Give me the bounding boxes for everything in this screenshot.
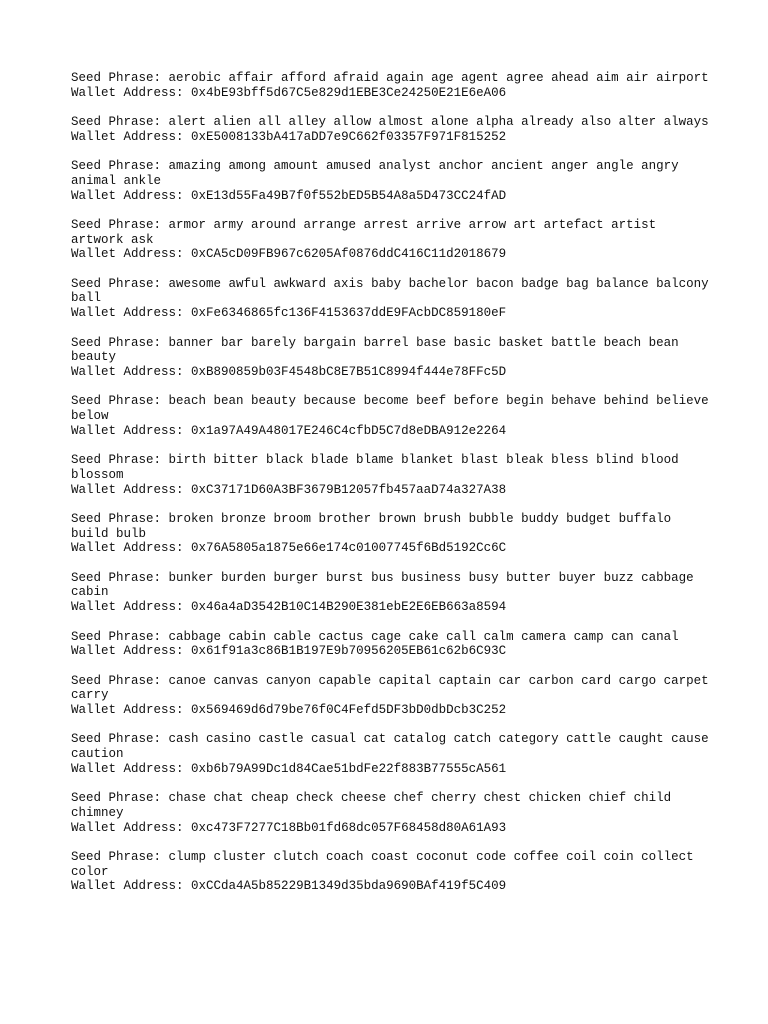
seed-phrase-label: Seed Phrase: [71, 217, 162, 232]
seed-phrase-label: Seed Phrase: [71, 115, 162, 130]
seed-wallet-entry [71, 630, 711, 659]
seed-phrase-value: aerobic affair afford afraid again age agent agree ahead aim air airport [168, 71, 709, 85]
wallet-address-value: 0x1a97A49A48017E246C4cfbD5C7d8eDBA912e2264 [191, 423, 507, 438]
seed-phrase-value: cabbage cabin cable cactus cage cake call calm camera camp can canal [168, 629, 679, 644]
seed-phrase-line [71, 394, 717, 424]
wallet-address-value: 0x4bE93bff5d67C5e829d1EBE3Ce24250E21E6eA06 [191, 85, 507, 100]
wallet-address-label: Wallet Address: [71, 600, 184, 615]
wallet-address-value: 0xE13d55Fa49B7f0f552bED5B54A8a5D473CC24fAD [191, 188, 507, 203]
wallet-address-value: 0xC37171D60A3BF3679B12057fb457aaD74a327A38 [191, 482, 507, 497]
seed-wallet-entry [71, 394, 717, 438]
wallet-address-value: 0xc473F7277C18Bb01fd68dc057F68458d80A61A93 [191, 820, 507, 835]
seed-phrase-label: Seed Phrase: [71, 732, 162, 747]
seed-wallet-entry [71, 791, 711, 835]
wallet-address-label: Wallet Address: [71, 703, 184, 718]
wallet-address-line [71, 541, 711, 556]
seed-phrase-label: Seed Phrase: [71, 791, 162, 806]
seed-phrase-label: Seed Phrase: [71, 276, 162, 291]
wallet-address-line [71, 821, 711, 836]
seed-wallet-entry [71, 218, 711, 262]
wallet-address-value: 0x61f91a3c86B1B197E9b70956205EB61c62b6C93C [191, 644, 507, 659]
seed-phrase-line [71, 732, 717, 762]
seed-wallet-entry [71, 115, 711, 144]
wallet-address-value: 0x46a4aD3542B10C14B290E381ebE2E6EB663a8594 [191, 600, 507, 615]
seed-wallet-entry [71, 336, 711, 380]
seed-wallet-entry [71, 453, 711, 497]
seed-phrase-value: broken bronze broom brother brown brush bubble buddy budget buffalo build bulb [71, 511, 679, 541]
seed-wallet-entry [71, 673, 717, 718]
seed-phrase-line [71, 512, 711, 541]
seed-phrase-line [71, 336, 711, 365]
seed-phrase-line [71, 673, 717, 703]
wallet-address-label: Wallet Address: [71, 188, 184, 203]
seed-phrase-label: Seed Phrase: [71, 629, 162, 644]
wallet-address-value: 0xb6b79A99Dc1d84Cae51bdFe22f883B77555cA561 [191, 761, 507, 776]
wallet-address-line [71, 247, 711, 262]
seed-phrase-value: awesome awful awkward axis baby bachelor bacon badge bag balance balcony ball [71, 276, 717, 306]
seed-phrase-label: Seed Phrase: [71, 850, 162, 865]
seed-phrase-line [71, 850, 711, 879]
seed-wallet-entry [71, 850, 711, 894]
wallet-address-value: 0xFe6346865fc136F4153637ddE9FAcbDC859180eF [191, 306, 507, 321]
seed-phrase-label: Seed Phrase: [71, 511, 162, 526]
wallet-address-label: Wallet Address: [71, 423, 184, 438]
wallet-address-line [71, 644, 711, 659]
wallet-address-value: 0xCA5cD09FB967c6205Af0876ddC416C11d2018679 [191, 247, 507, 262]
seed-phrase-line [71, 571, 711, 600]
wallet-address-line [71, 703, 711, 718]
wallet-address-line [71, 130, 711, 145]
wallet-address-label: Wallet Address: [71, 306, 184, 321]
seed-phrase-value: canoe canvas canyon capable capital captain car carbon card cargo carpet carry [71, 673, 717, 703]
seed-phrase-value: cash casino castle casual cat catalog catch category cattle caught cause caution [71, 732, 717, 762]
wallet-address-label: Wallet Address: [71, 541, 184, 556]
seed-phrase-line [71, 791, 711, 820]
seed-phrase-line [71, 453, 711, 482]
seed-phrase-value: armor army around arrange arrest arrive arrow art artefact artist artwork ask [71, 217, 664, 247]
seed-phrase-value: beach bean beauty because become beef before begin behave behind believe below [71, 394, 717, 424]
seed-phrase-label: Seed Phrase: [71, 71, 162, 85]
wallet-address-value: 0xCCda4A5b85229B1349d35bda9690BAf419f5C409 [191, 879, 507, 894]
seed-phrase-value: chase chat cheap check cheese chef cherry chest chicken chief child chimney [71, 791, 679, 820]
seed-phrase-label: Seed Phrase: [71, 159, 162, 174]
wallet-address-value: 0xB890859b03F4548bC8E7B51C8994f444e78FFc5D [191, 364, 507, 379]
seed-phrase-value: amazing among amount amused analyst anchor ancient anger angle angry animal ankle [71, 159, 687, 188]
wallet-address-label: Wallet Address: [71, 247, 184, 262]
wallet-address-line [71, 306, 711, 321]
wallet-address-line [71, 365, 711, 380]
seed-phrase-line [71, 218, 711, 247]
seed-phrase-label: Seed Phrase: [71, 453, 162, 468]
wallet-address-label: Wallet Address: [71, 482, 184, 497]
seed-phrase-line [71, 159, 711, 188]
seed-phrase-line [71, 276, 717, 306]
wallet-address-value: 0x569469d6d79be76f0C4Fefd5DF3bD0dbDcb3C252 [191, 703, 507, 718]
seed-phrase-value: alert alien all alley allow almost alone alpha already also alter always [168, 115, 709, 130]
wallet-address-line [71, 879, 711, 894]
seed-phrase-value: bunker burden burger burst bus business busy butter buyer buzz cabbage cabin [71, 570, 702, 600]
seed-wallet-entry [71, 571, 711, 615]
wallet-address-line [71, 424, 711, 439]
seed-wallet-entry [71, 159, 711, 203]
seed-phrase-line [71, 71, 711, 86]
wallet-address-line [71, 189, 711, 204]
seed-phrase-value: clump cluster clutch coach coast coconut code coffee coil coin collect color [71, 850, 702, 879]
seed-wallet-entry [71, 71, 711, 100]
wallet-address-label: Wallet Address: [71, 364, 184, 379]
seed-wallet-entry [71, 732, 717, 776]
wallet-address-label: Wallet Address: [71, 129, 184, 144]
wallet-address-value: 0xE5008133bA417aDD7e9C662f03357F971F815252 [191, 129, 507, 144]
wallet-address-label: Wallet Address: [71, 85, 184, 100]
seed-phrase-label: Seed Phrase: [71, 335, 162, 350]
wallet-address-line [71, 86, 711, 101]
wallet-address-line [71, 762, 711, 777]
seed-phrase-label: Seed Phrase: [71, 570, 162, 585]
wallet-address-label: Wallet Address: [71, 820, 184, 835]
wallet-address-line [71, 600, 711, 615]
wallet-address-label: Wallet Address: [71, 761, 184, 776]
seed-phrase-value: banner bar barely bargain barrel base basic basket battle beach bean beauty [71, 335, 687, 365]
wallet-address-line [71, 483, 711, 498]
seed-phrase-line [71, 630, 711, 645]
seed-phrase-label: Seed Phrase: [71, 394, 162, 409]
document-page [71, 71, 717, 909]
seed-wallet-entry [71, 276, 717, 321]
seed-phrase-value: birth bitter black blade blame blanket blast bleak bless blind blood blossom [71, 453, 687, 482]
seed-phrase-label: Seed Phrase: [71, 673, 162, 688]
seed-wallet-entry [71, 512, 711, 556]
wallet-address-label: Wallet Address: [71, 644, 184, 659]
seed-phrase-line [71, 115, 711, 130]
wallet-address-label: Wallet Address: [71, 879, 184, 894]
wallet-address-value: 0x76A5805a1875e66e174c01007745f6Bd5192Cc6C [191, 541, 507, 556]
